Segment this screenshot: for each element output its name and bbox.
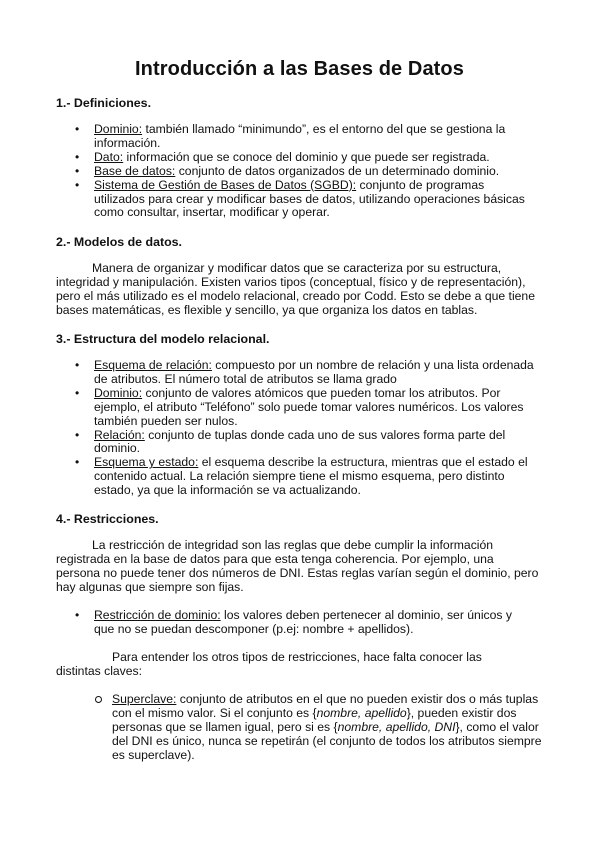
definition-part: conjunto de atributos en el que no pueden existir dos o más tuplas con el mismo valor. Si el conjunto es { (112, 692, 539, 720)
definition: conjunto de tuplas donde cada uno de sus valores forma parte del dominio. (94, 427, 506, 456)
definition: información que se conoce del dominio y que puede ser registrada. (123, 149, 490, 164)
term: Restricción de dominio: (94, 608, 221, 622)
term: Relación: (94, 427, 145, 442)
list-item (0, 151, 534, 165)
definition: los valores deben pertenecer al dominio, ser únicos y que no se puedan descomponer (p.ej: nombre + apellidos). (94, 608, 512, 636)
list-item (0, 165, 534, 179)
definition: compuesto por un nombre de relación y una lista ordenada de atributos. El número total de atributos se llama grado (94, 358, 534, 386)
definitions-list (0, 123, 534, 220)
section-3-heading: 3.- Estructura del modelo relacional. (56, 332, 270, 346)
list-item (0, 456, 534, 498)
definition-part: }, pueden existir dos personas que se llamen igual, pero si es { (112, 705, 517, 734)
section-2-heading: 2.- Modelos de datos. (56, 235, 182, 249)
term: Esquema y estado: (94, 455, 199, 470)
term: Dominio: (94, 385, 143, 400)
section-4-paragraph: La restricción de integridad son las reglas que debe cumplir la información registrada en la base de datos para que esta tenga coherencia. Por ejemplo, una persona no puede tener dos números de DNI. Estas reglas varían según el dominio, pero hay algunas que siempre son fijas. (56, 538, 539, 594)
list-item (0, 693, 542, 763)
term: Sistema de Gestión de Bases de Datos (SGBD): (94, 177, 357, 192)
document-title: Introducción a las Bases de Datos (135, 58, 464, 80)
list-item (0, 387, 534, 429)
definition: el esquema describe la estructura, mientras que el estado el contenido actual. La relación siempre tiene el mismo esquema, pero distinto estado, ya que la información se va actualizando. (94, 455, 528, 498)
section-4-paragraph-2: Para entender los otros tipos de restricciones, hace falta conocer las distintas claves: (56, 650, 482, 678)
emphasis: nombre, apellido (316, 705, 407, 720)
emphasis: nombre, apellido, DNI (337, 719, 456, 734)
keys-list (0, 693, 542, 763)
list-item (0, 609, 534, 637)
list-item (0, 359, 534, 387)
relational-structure-list (0, 359, 534, 498)
section-4-heading: 4.- Restricciones. (56, 512, 159, 526)
term: Superclave: (112, 692, 177, 706)
definition: conjunto de datos organizados de un determinado dominio. (175, 163, 500, 178)
section-2-paragraph: Manera de organizar y modificar datos que se caracteriza por su estructura, integridad y manipulación. Existen varios tipos (conceptual, físico y de representación), pero el más utilizado es el modelo relacional, creado por Codd. Esto se debe a que tiene bases matemáticas, es flexible y sencillo, ya que organiza los datos en tablas. (56, 261, 535, 317)
term: Dato: (94, 149, 124, 164)
list-item (0, 429, 534, 457)
definition: conjunto de programas utilizados para crear y modificar bases de datos, utilizando operaciones básicas como consultar, insertar, modificar y operar. (94, 177, 525, 220)
definition: también llamado “minimundo”, es el entorno del que se gestiona la información. (94, 122, 506, 150)
list-item (0, 179, 534, 221)
definition-part: }, como el valor del DNI es único, nunca se repetirán (el conjunto de todos los atributos siempre es superclave). (112, 719, 542, 762)
definition: conjunto de valores atómicos que pueden tomar los atributos. Por ejemplo, el atributo “Teléfono” solo puede tomar valores numéricos. Los valores también pueden ser nulos. (94, 385, 524, 428)
section-1-heading: 1.- Definiciones. (56, 96, 152, 110)
term: Esquema de relación: (94, 358, 212, 372)
term: Base de datos: (94, 163, 176, 178)
list-item (0, 123, 534, 151)
restrictions-list (0, 609, 534, 637)
term: Dominio: (94, 122, 143, 136)
